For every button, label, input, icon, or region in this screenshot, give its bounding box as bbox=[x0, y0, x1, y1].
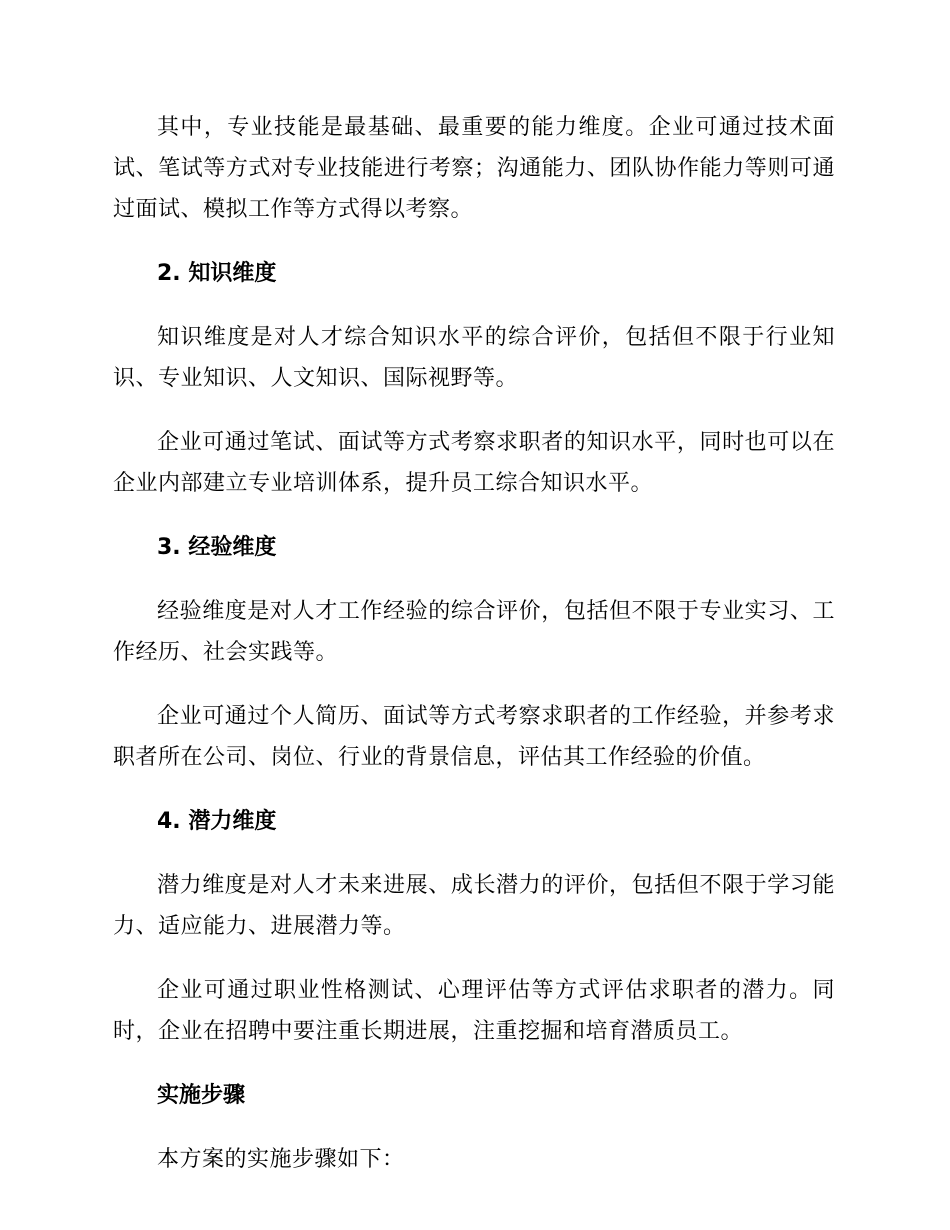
document-body bbox=[113, 107, 835, 1203]
heading-implementation-steps: 实施步骤 bbox=[157, 1083, 246, 1108]
heading-knowledge-dimension: 2. 知识维度 bbox=[157, 261, 277, 286]
paragraph-experience-assessment: 企业可通过个人简历、面试等方式考察求职者的工作经验，并参考求职者所在公司、岗位、行业的背景信息，评估其工作经验的价值。 bbox=[113, 704, 835, 770]
paragraph-experience-definition: 经验维度是对人才工作经验的综合评价，包括但不限于专业实习、工作经历、社会实践等。 bbox=[113, 599, 835, 665]
paragraph-skills-assessment: 其中，专业技能是最基础、最重要的能力维度。企业可通过技术面试、笔试等方式对专业技能进行考察；沟通能力、团队协作能力等则可通过面试、模拟工作等方式得以考察。 bbox=[113, 115, 835, 222]
paragraph-potential-definition: 潜力维度是对人才未来进展、成长潜力的评价，包括但不限于学习能力、适应能力、进展潜力等。 bbox=[113, 873, 835, 939]
paragraph-potential-assessment: 企业可通过职业性格测试、心理评估等方式评估求职者的潜力。同时，企业在招聘中要注重长期进展，注重挖掘和培育潜质员工。 bbox=[113, 978, 835, 1044]
heading-experience-dimension: 3. 经验维度 bbox=[157, 535, 277, 560]
heading-potential-dimension: 4. 潜力维度 bbox=[157, 809, 277, 834]
paragraph-knowledge-definition: 知识维度是对人才综合知识水平的综合评价，包括但不限于行业知识、专业知识、人文知识、国际视野等。 bbox=[113, 325, 835, 391]
paragraph-knowledge-assessment: 企业可通过笔试、面试等方式考察求职者的知识水平，同时也可以在企业内部建立专业培训体系，提升员工综合知识水平。 bbox=[113, 430, 835, 496]
paragraph-implementation-intro: 本方案的实施步骤如下： bbox=[157, 1147, 405, 1172]
